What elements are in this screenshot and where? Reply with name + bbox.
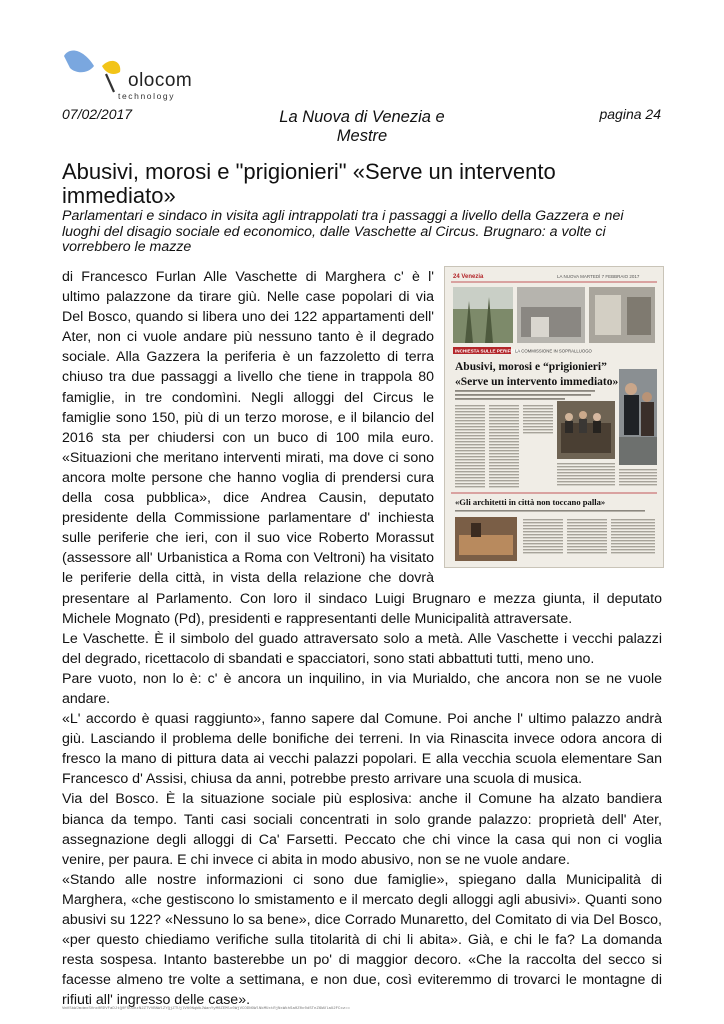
- article-paragraph: Le Vaschette. È il simbolo del guado attraversato solo a metà. Alle Vaschette i vecchi palazzi del degrado, ricettacolo di sbandati e spacciatori, sono stati abbattuti tutti, meno uno.: [62, 630, 662, 667]
- clipping-headline-line2: «Serve un intervento immediato»: [455, 376, 619, 388]
- olocom-logo: [62, 44, 192, 104]
- article-paragraph: Pare vuoto, non lo è: c' è ancora un inquilino, in via Murialdo, che ancora non se ne vuole andare.: [62, 670, 662, 707]
- header-date: 07/02/2017: [62, 106, 133, 122]
- clipping-header-right: LA NUOVA MARTEDÌ 7 FEBBRAIO 2017: [557, 274, 640, 279]
- article-title: Abusivi, morosi e "prigionieri" «Serve un intervento immediato»: [62, 159, 556, 208]
- article-body: [62, 267, 662, 1010]
- logo-yellow-leaf: [102, 61, 120, 74]
- header-page: pagina 24: [599, 106, 661, 122]
- clipping-header-left: 24 Venezia: [453, 274, 484, 280]
- article-paragraph: «L' accordo è quasi raggiunto», fanno sapere dal Comune. Poi anche l' ultimo palazzo andrà giù. Lasciando il problema delle bonifiche dei terreni. In via Rinascita invece odora ancora di fresco la mano di pittura data ai vecchi palazzi popolari. E alla vecchia scuola elementare San Francesco d' Assisi, chiusa da anni, potrebbe presto arrivare una scuola di musica.: [62, 711, 662, 788]
- logo-text: olocom: [128, 70, 193, 91]
- header-source: La Nuova di Venezia e Mestre: [279, 108, 445, 145]
- logo-blue-leaf: [64, 51, 94, 73]
- clipping-kicker: INCHIESTA SULLE PERIFERIE: [455, 348, 522, 354]
- logo-subtext: technology: [118, 91, 176, 101]
- clipping-headline-line1: Abusivi, morosi e “prigionieri”: [455, 361, 607, 373]
- article-subtitle: Parlamentari e sindaco in visita agli intrappolati tra i passaggi a livello della Gazzera e nei luoghi del disagio sociale ed economico, dalle Vaschette al Circus. Brugnaro: a volte ci vorrebbero le mazze: [62, 208, 624, 255]
- article-paragraph: «Stando alle nostre informazioni ci sono due famiglie», spiegano dalla Municipalità di Marghera, «che gestiscono lo smistamento e il mercato degli alloggi agli abusivi». Quanti sono abusivi su 122? «Nessuno lo sa bene», dice Corrado Munaretto, del Comitato di via Del Bosco, «per questo chiediamo verifiche sulla titolarità di chi li abita». Già, e chi le fa? La domanda resta sospesa. Intanto basterebbe un po' di maggior decoro. «Che la raccolta del secco si facesse almeno tre volte a settimana, e non due, così eviteremmo di trovarci le montagne di rifiuti all' ingresso delle case».: [62, 871, 662, 1009]
- image-float-spacer: [434, 267, 662, 570]
- clipping-second-headline: «Gli architetti in città non toccano palla»: [455, 497, 606, 507]
- article-paragraph: di Francesco Furlan Alle Vaschette di Marghera c' è l' ultimo palazzone da tirare giù. Nelle case popolari di via Del Bosco, quando si libera uno dei 122 appartamenti dell' Ater, non ci vuole andare più nessuno tanto è il degrado sociale. Alla Gazzera la periferia è un fazzoletto di terra chiuso tra due passaggi a livello che tiene in trappola 80 famiglie, in tre condomìni. Negli alloggi del Circus le famiglie sono 150, più di un terzo morose, e il bilancio del 2016 sta per chiudersi con un buco di 100 mila euro. «Situazioni che meritano interventi mirati, ma dove ci sono ancora molte persone che hanno voglia di prendersi cura della cosa pubblica», dice Andrea Causin, deputato presidente della Commissione parlamentare d' inchiesta sulle periferie che ieri, con il suo vice Roberto Morassut (assessore all' Urbanistica a Roma con Veltroni) ha visitato le periferie della città, in vista della relazione che dovrà presentare al Parlamento. Con loro il sindaco Luigi Brugnaro e mezza giunta, il deputato Michele Mognato (Pd), presidenti e rappresentanti delle Municipalità attraversate.: [62, 269, 662, 627]
- clipping-kicker-sub: LA COMMISSIONE IN SOPRALLUOGO: [515, 348, 592, 354]
- article-paragraph: Via del Bosco. È la situazione sociale più esplosiva: anche il Comune ha alzato bandiera bianca da tempo. Tanti casi sociali concentrati in solo grande palazzo: proprietà dell' Ater, assegnazione degli alloggi di Ca' Farsetti. Peccato che chi vince la casa qui non ci voglia venire, per paura. E chi invece ci abita in modo abusivo, non se ne vuole andare.: [62, 791, 662, 868]
- footer-code: VmVSbWJmdmxSVnc0RDVFaDJtQ0FSOUhzN2ZTVVBNWlZYQjZTUjlVU0NqWkJWanYyM0ZEMlc0WjVCODNOWlNkMUxtRjNxWkhSa0Z0c0dSTnZ6WUlaU2FCcz==: [62, 1007, 351, 1011]
- logo-stem: [106, 74, 114, 92]
